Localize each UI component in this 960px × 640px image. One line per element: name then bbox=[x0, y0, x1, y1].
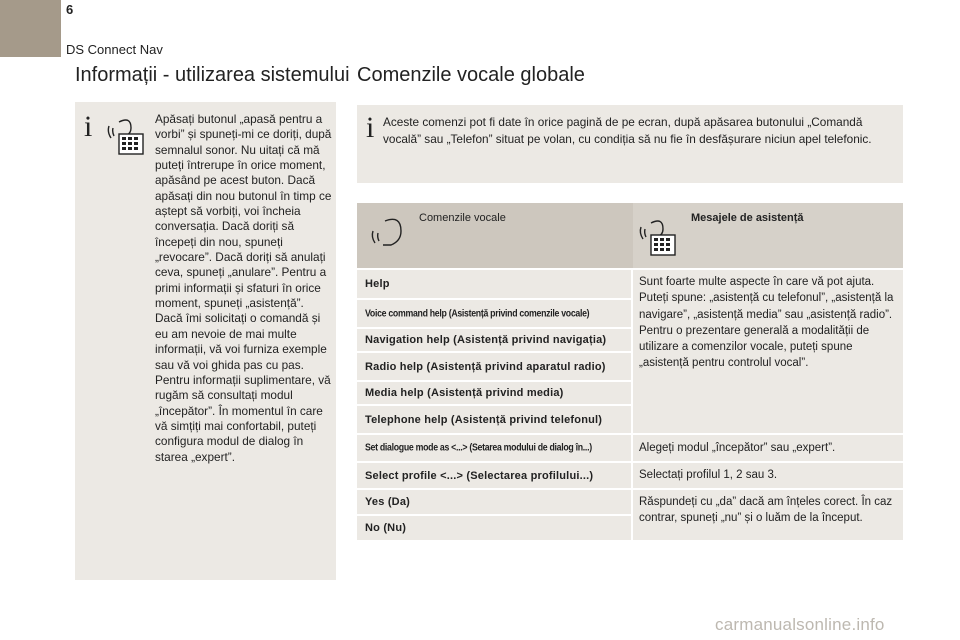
voice-commands-table bbox=[357, 203, 903, 534]
command-text: Yes (Da) bbox=[365, 496, 411, 508]
left-info-box bbox=[75, 102, 336, 580]
command-cell bbox=[357, 382, 631, 404]
right-info-box bbox=[357, 105, 903, 183]
command-cell bbox=[357, 435, 631, 461]
left-section-heading: Informații - utilizarea sistemului bbox=[75, 64, 350, 86]
col-voice-commands: Comenzile vocale bbox=[419, 212, 506, 224]
info-icon: i bbox=[366, 111, 375, 144]
message-text: Răspundeți cu „da” dacă am înțeles corect. În caz contrar, spuneți „nu” și o luăm de la început. bbox=[639, 496, 893, 525]
command-cell bbox=[357, 516, 631, 540]
message-cell bbox=[633, 435, 903, 461]
command-text: Voice command help (Asistență privind comenzile vocale) bbox=[365, 308, 590, 319]
command-cell bbox=[357, 490, 631, 514]
message-cell bbox=[633, 490, 903, 540]
command-cell bbox=[357, 406, 631, 433]
message-cell bbox=[633, 463, 903, 488]
voice-keypad-icon bbox=[105, 114, 149, 158]
page-number: 6 bbox=[66, 2, 74, 17]
command-cell bbox=[357, 353, 631, 380]
message-text: Sunt foarte multe aspecte în care vă pot ajuta. Puteți spune: „asistență cu telefonul”, „asistență la navigare”, „asistență media” sau „asistență radio”. Pentru o prezentare generală a modalității de utilizare a comenzilor vocale, puteți spune „asistență pentru controlul vocal”. bbox=[639, 276, 894, 370]
command-text: Select profile <...> (Selectarea profilului...) bbox=[365, 469, 594, 482]
command-text: Telephone help (Asistență privind telefonul) bbox=[365, 413, 603, 426]
command-text: Set dialogue mode as <...> (Setarea modului de dialog în...) bbox=[365, 442, 592, 454]
right-info-text: Aceste comenzi pot fi date în orice pagină de pe ecran, după apăsarea butonului „Comandă vocală” sau „Telefon” situat pe volan, cu condiția să nu fie în desfășurare niciun apel telefonic. bbox=[383, 115, 872, 146]
voice-keypad-icon bbox=[637, 215, 681, 259]
message-text: Alegeți modul „începător” sau „expert”. bbox=[639, 442, 836, 454]
voice-command-icon bbox=[369, 215, 405, 249]
left-info-text: Apăsați butonul „apasă pentru a vorbi” și spuneți-mi ce doriți, după semnalul sonor. Nu uitați că mă puteți întrerupe în orice moment, apăsând pe acest buton. Dacă apăsați din nou butonul în timp ce aștept să vorbiți, voi încheia conversația. Dacă doriți să începeți din nou, spuneți „revocare”. Dacă doriți să anulați ceva, spuneți „anulare”. Pentru a primi informații și sfaturi în orice moment, spuneți „asistență”. Dacă îmi solicitați o comandă și eu am nevoie de mai multe informații, vă voi furniza exemple sau vă voi ghida pas cu pas. Pentru informații suplimentare, vă rugăm să consultați modul „începător”. În momentul în care vă simțiți mai confortabil, puteți configura modul de dialog în starea „expert”. bbox=[155, 112, 332, 464]
command-text: Media help (Asistență privind media) bbox=[365, 387, 564, 399]
command-text: No (Nu) bbox=[365, 522, 407, 534]
command-cell bbox=[357, 329, 631, 351]
message-cell bbox=[633, 270, 903, 433]
page-tab bbox=[0, 0, 61, 57]
command-cell bbox=[357, 300, 631, 327]
command-cell bbox=[357, 463, 631, 488]
manual-title: DS Connect Nav bbox=[66, 42, 163, 57]
table-header-voice bbox=[357, 203, 631, 268]
right-section-heading: Comenzile vocale globale bbox=[357, 64, 585, 86]
table-header-help bbox=[633, 203, 903, 268]
info-icon: i bbox=[84, 110, 93, 143]
command-cell bbox=[357, 270, 631, 298]
message-text: Selectați profilul 1, 2 sau 3. bbox=[639, 469, 778, 481]
table-header bbox=[357, 203, 903, 268]
watermark: carmanualsonline.info bbox=[715, 615, 885, 634]
col-help-messages: Mesajele de asistență bbox=[691, 212, 804, 224]
command-text: Help bbox=[365, 278, 390, 290]
command-text: Navigation help (Asistență privind navigația) bbox=[365, 334, 607, 346]
command-text: Radio help (Asistență privind aparatul radio) bbox=[365, 360, 606, 373]
